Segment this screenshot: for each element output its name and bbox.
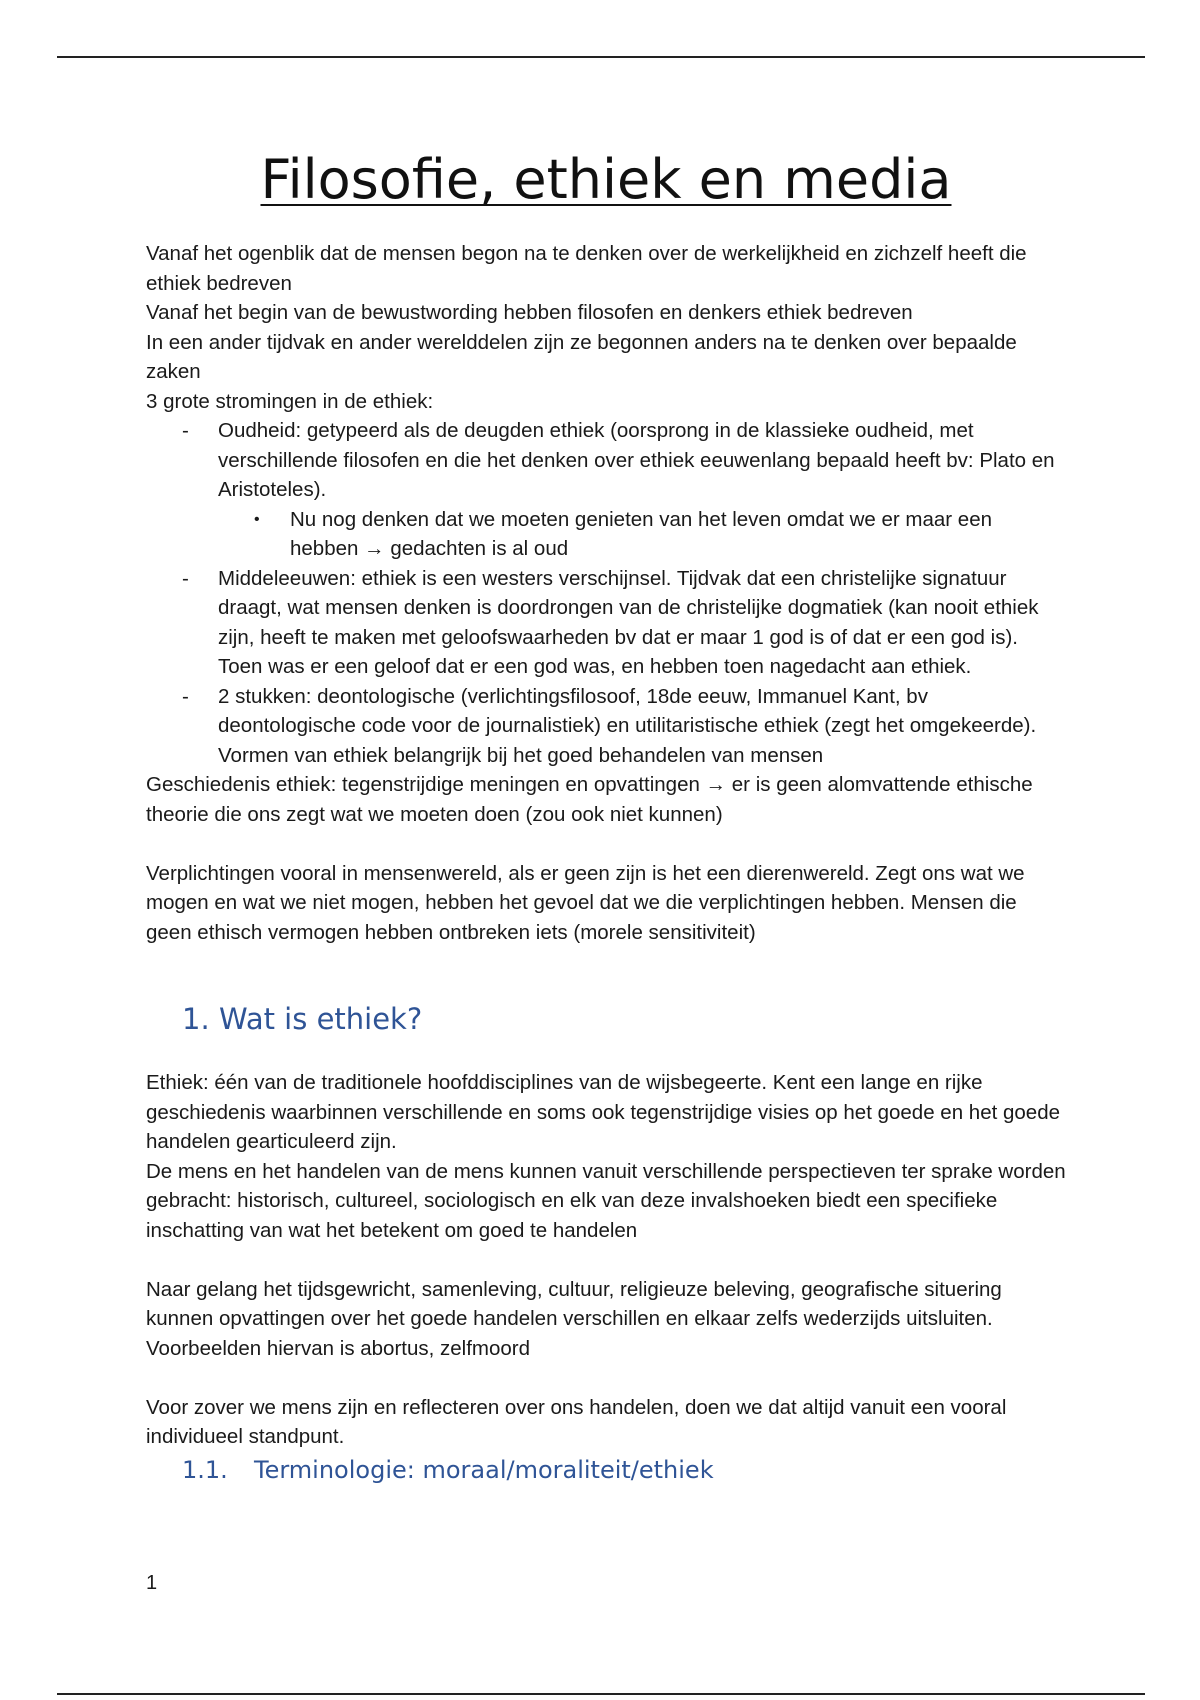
paragraph-gap — [146, 1245, 1066, 1275]
intro-paragraph-3: In een ander tijdvak en ander werelddelen zijn ze begonnen anders na te denken over bepaalde zaken — [146, 330, 1017, 383]
history-text-after: er is geen alomvattende ethische theorie die ons zegt wat we moeten doen (zou ook niet kunnen) — [146, 773, 1033, 826]
sub-bullet-text-before: Nu nog denken dat we moeten genieten van het leven omdat we er maar een hebben — [290, 507, 993, 560]
bottom-rule — [57, 1693, 1145, 1695]
paragraph-gap — [146, 829, 1066, 859]
document-title: Filosofie, ethiek en media — [260, 148, 952, 211]
sub-bullet-list — [218, 505, 1066, 564]
paragraph-gap — [146, 1363, 1066, 1393]
dash-marker: - — [182, 419, 189, 442]
list-item-text: Oudheid: getypeerd als de deugden ethiek (oorsprong in de klassieke oudheid, met verschillende filosofen en die het denken over ethiek eeuwenlang bepaald heeft bv: Plato en Aristoteles). — [218, 419, 1055, 501]
obligations-paragraph: Verplichtingen vooral in mensenwereld, als er geen zijn is het een dierenwereld. Zegt ons wat we mogen en wat we niet mogen, hebben het gevoel dat we die verplichtingen hebben. Mensen die geen ethisch vermogen hebben ontbreken iets (morele sensitiviteit) — [146, 861, 1025, 944]
page-number: 1 — [146, 1572, 158, 1594]
sub-bullet-text-after: gedachten is al oud — [390, 537, 569, 560]
subsection-number: 1.1. — [182, 1455, 228, 1484]
list-item-middeleeuwen — [146, 564, 1066, 682]
section1-paragraph-1: Ethiek: één van de traditionele hoofddisciplines van de wijsbegeerte. Kent een lange en rijke geschiedenis waarbinnen verschillende en soms ook tegenstrijdige visies op het goede en het goede handelen gearticuleerd zijn. — [146, 1071, 1060, 1153]
bullet-marker: • — [254, 510, 260, 528]
subsection-title: Terminologie: moraal/moraliteit/ethiek — [254, 1455, 714, 1484]
arrow-icon: → — [364, 537, 385, 560]
section-heading-1 — [182, 999, 1066, 1039]
history-paragraph — [146, 770, 1066, 829]
dash-marker: - — [182, 566, 189, 590]
list-item-twee-stukken — [146, 682, 1066, 771]
top-rule — [57, 56, 1145, 58]
section1-paragraph-4: Voor zover we mens zijn en reflecteren over ons handelen, doen we dat altijd vanuit een vooral individueel standpunt. — [146, 1395, 1007, 1448]
ethics-currents-list — [146, 416, 1066, 770]
arrow-icon: → — [705, 773, 727, 796]
list-item-oudheid — [146, 416, 1066, 564]
history-text-before: Geschiedenis ethiek: tegenstrijdige meningen en opvattingen — [146, 773, 700, 796]
section1-paragraph-3: Naar gelang het tijdsgewricht, samenleving, cultuur, religieuze beleving, geografische situering kunnen opvattingen over het goede handelen verschillen en elkaar zelfs wederzijds uitsluiten. Voorbeelden hiervan is abortus, zelfmoord — [146, 1277, 1002, 1360]
section1-paragraph-2: De mens en het handelen van de mens kunnen vanuit verschillende perspectieven ter sprake worden gebracht: historisch, cultureel, sociologisch en elk van deze invalshoeken biedt een specifieke inschatting van wat het betekent om goed te handelen — [146, 1159, 1066, 1242]
list-item-text: 2 stukken: deontologische (verlichtingsfilosoof, 18de eeuw, Immanuel Kant, bv deontologische code voor de journalistiek) en utilitaristische ethiek (zegt het omgekeerde). Vormen van ethiek belangrijk bij het goed behandelen van mensen — [218, 684, 1037, 767]
section-title: Wat is ethiek? — [219, 1002, 423, 1036]
subsection-heading-1-1 — [182, 1454, 1066, 1486]
sub-bullet-item — [146, 505, 1066, 564]
document-page — [146, 148, 1066, 1486]
intro-paragraph-4: 3 grote stromingen in de ethiek: — [146, 389, 434, 413]
dash-marker: - — [182, 684, 189, 708]
intro-paragraph-1: Vanaf het ogenblik dat de mensen begon na te denken over de werkelijkheid en zichzelf heeft die ethiek bedreven — [146, 242, 1027, 295]
list-item-text: Middeleeuwen: ethiek is een westers verschijnsel. Tijdvak dat een christelijke signatuur draagt, wat mensen denken is doordrongen van de christelijke dogmatiek (kan nooit ethiek zijn, heeft te maken met geloofswaarheden bv dat er maar 1 god is of dat er een god is). Toen was er een geloof dat er een god was, en hebben toen nagedacht aan ethiek. — [218, 566, 1039, 678]
section-number: 1. — [182, 1002, 210, 1036]
intro-paragraph-2: Vanaf het begin van de bewustwording hebben filosofen en denkers ethiek bedreven — [146, 301, 913, 324]
